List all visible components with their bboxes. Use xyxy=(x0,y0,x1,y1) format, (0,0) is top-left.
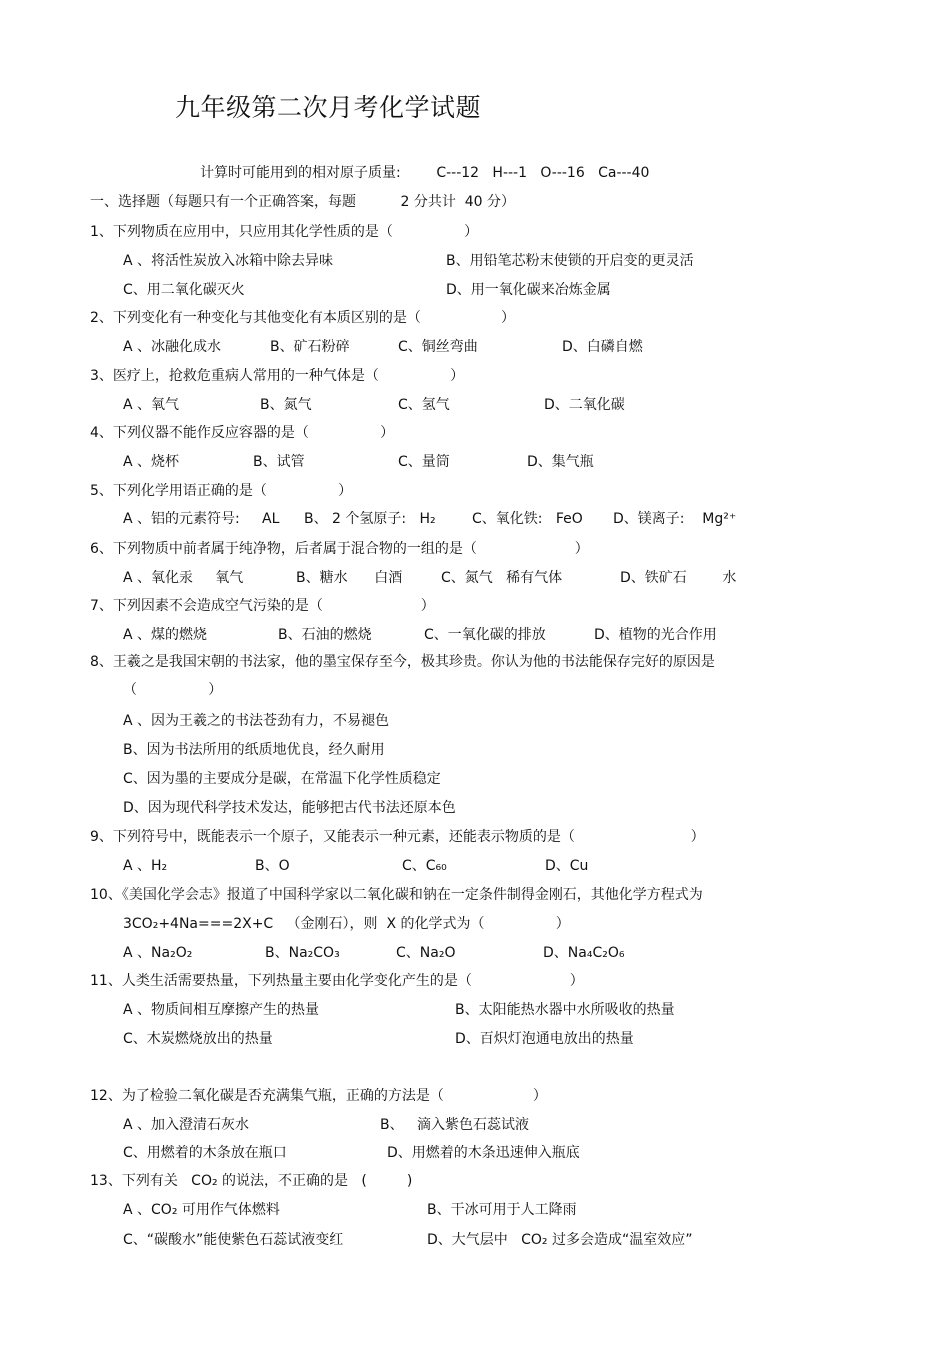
option-d: D、Cu xyxy=(545,858,589,874)
option-a: A 、加入澄清石灰水 xyxy=(123,1117,250,1133)
option-b: B、石油的燃烧 xyxy=(278,627,372,643)
option-a: A 、冰融化成水 xyxy=(123,339,222,355)
option-b: B、用铅笔芯粉末使锁的开启变的更灵活 xyxy=(446,253,694,269)
option-d: D、Na₄C₂O₆ xyxy=(543,945,625,961)
option-b: B、氮气 xyxy=(260,397,312,413)
option-b: B、O xyxy=(255,858,290,874)
option-d: D、大气层中 CO₂ 过多会造成“温室效应” xyxy=(427,1232,693,1248)
option-b: B、Na₂CO₃ xyxy=(265,945,340,961)
option-c: C、量筒 xyxy=(398,454,450,470)
option-c: C、C₆₀ xyxy=(402,858,447,874)
option-b: B、 滴入紫色石蕊试液 xyxy=(380,1117,529,1133)
option-c: C、用燃着的木条放在瓶口 xyxy=(123,1145,287,1161)
question-stem: 8、王羲之是我国宋朝的书法家，他的墨宝保存至今，极其珍贵。你认为他的书法能保存完好的原因是 xyxy=(90,654,715,670)
option-d: D、白磷自燃 xyxy=(562,339,643,355)
question-stem: 11、人类生活需要热量，下列热量主要由化学变化产生的是（ ） xyxy=(90,973,584,989)
question-stem: 6、下列物质中前者属于纯净物，后者属于混合物的一组的是（ ） xyxy=(90,541,589,557)
question-stem: 10、《美国化学会志》报道了中国科学家以二氧化碳和钠在一定条件制得金刚石，其他化学方程式为 xyxy=(90,887,703,903)
option-b: B、干冰可用于人工降雨 xyxy=(427,1202,577,1218)
option-c: C、木炭燃烧放出的热量 xyxy=(123,1031,273,1047)
question-stem: 4、下列仪器不能作反应容器的是（ ） xyxy=(90,425,395,441)
option-c: C、一氧化碳的排放 xyxy=(424,627,546,643)
question-stem: 5、下列化学用语正确的是（ ） xyxy=(90,483,353,499)
option-d: D、集气瓶 xyxy=(527,454,594,470)
option-d: D、铁矿石 水 xyxy=(620,570,737,586)
option-c: C、因为墨的主要成分是碳，在常温下化学性质稳定 xyxy=(123,771,441,787)
option-b: B、太阳能热水器中水所吸收的热量 xyxy=(455,1002,675,1018)
question-stem: 1、下列物质在应用中，只应用其化学性质的是（ ） xyxy=(90,224,479,240)
option-a: A 、因为王羲之的书法苍劲有力，不易褪色 xyxy=(123,713,390,729)
option-d: D、用一氧化碳来冶炼金属 xyxy=(446,282,611,298)
option-d: D、植物的光合作用 xyxy=(594,627,717,643)
option-a: A 、铝的元素符号: AL xyxy=(123,511,280,527)
option-a: A 、CO₂ 可用作气体燃料 xyxy=(123,1202,280,1218)
atomic-mass-note: 计算时可能用到的相对原子质量: C---12 H---1 O---16 Ca---40 xyxy=(200,165,650,181)
option-b: B、试管 xyxy=(253,454,305,470)
option-d: D、用燃着的木条迅速伸入瓶底 xyxy=(387,1145,580,1161)
option-c: C、Na₂O xyxy=(396,945,456,961)
question-stem: 12、为了检验二氧化碳是否充满集气瓶，正确的方法是（ ） xyxy=(90,1088,547,1104)
question-stem-line2: 3CO₂+4Na===2X+C （金刚石），则 X 的化学式为（ ） xyxy=(123,916,570,932)
option-c: C、用二氧化碳灭火 xyxy=(123,282,245,298)
option-a: A 、烧杯 xyxy=(123,454,180,470)
option-a: A 、Na₂O₂ xyxy=(123,945,193,961)
question-stem: 7、下列因素不会造成空气污染的是（ ） xyxy=(90,598,435,614)
option-b: B、矿石粉碎 xyxy=(270,339,350,355)
option-c: C、铜丝弯曲 xyxy=(398,339,478,355)
option-a: A 、氧气 xyxy=(123,397,180,413)
option-a: A 、物质间相互摩擦产生的热量 xyxy=(123,1002,320,1018)
option-c: C、氮气 稀有气体 xyxy=(441,570,563,586)
answer-blank: （ ） xyxy=(123,682,223,698)
option-d: D、镁离子: Mg²⁺ xyxy=(613,511,737,527)
option-c: C、氢气 xyxy=(398,397,450,413)
option-a: A 、煤的燃烧 xyxy=(123,627,208,643)
option-a: A 、氧化汞 氧气 xyxy=(123,570,244,586)
question-stem: 13、下列有关 CO₂ 的说法，不正确的是 ( ) xyxy=(90,1173,413,1189)
section-heading: 一、选择题（每题只有一个正确答案，每题 2 分共计 40 分） xyxy=(90,194,516,210)
option-b: B、糖水 白酒 xyxy=(296,570,403,586)
page-title: 九年级第二次月考化学试题 xyxy=(175,93,482,122)
option-c: C、氧化铁: FeO xyxy=(472,511,583,527)
option-b: B、 2 个氢原子: H₂ xyxy=(304,511,436,527)
option-a: A 、将活性炭放入冰箱中除去异味 xyxy=(123,253,334,269)
question-stem: 3、医疗上，抢救危重病人常用的一种气体是（ ） xyxy=(90,368,465,384)
option-d: D、二氧化碳 xyxy=(544,397,625,413)
option-a: A 、H₂ xyxy=(123,858,168,874)
option-d: D、因为现代科学技术发达，能够把古代书法还原本色 xyxy=(123,800,456,816)
option-b: B、因为书法所用的纸质地优良，经久耐用 xyxy=(123,742,385,758)
question-stem: 9、下列符号中，既能表示一个原子，又能表示一种元素，还能表示物质的是（ ） xyxy=(90,829,705,845)
question-stem: 2、下列变化有一种变化与其他变化有本质区别的是（ ） xyxy=(90,310,516,326)
option-d: D、百炽灯泡通电放出的热量 xyxy=(455,1031,634,1047)
option-c: C、“碳酸水”能使紫色石蕊试液变红 xyxy=(123,1232,344,1248)
